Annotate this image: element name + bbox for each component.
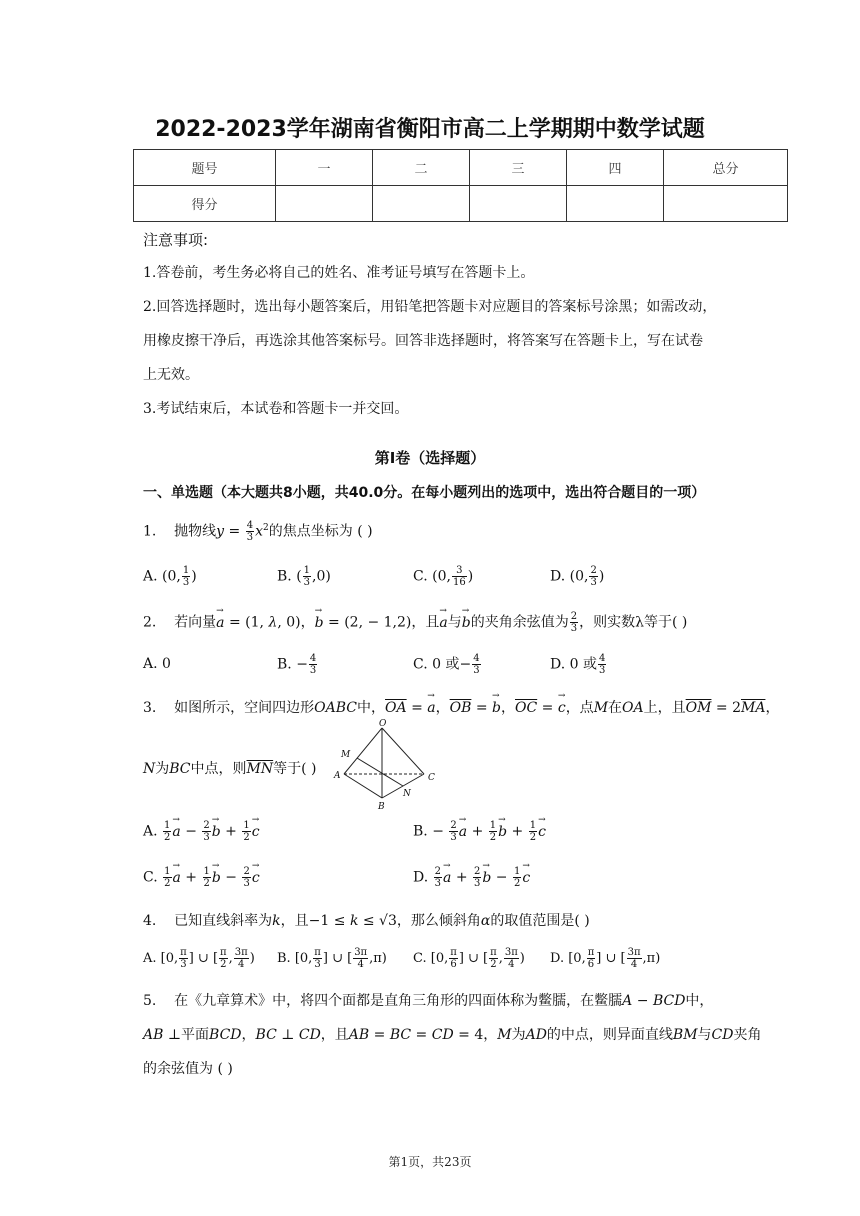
page-footer: 第1页，共23页 [388,1155,472,1169]
notice-item-1: 1.答卷前，考生务必将自己的姓名、准考证号填写在答题卡上。 [143,265,535,281]
option-label: A. [143,568,158,585]
score-header-cell: 四 [567,150,664,186]
question-2: 2. 若向量→ a = (1, λ, 0)，→ b = (2, − 1,2)，且→ a与→ b的夹角余弦值为 $\frac{2}{3}$ ，则实数λ等于( ) [143,611,687,634]
question-text: 在《九章算术》中，将四个面都是直角三角形的四面体称为鳖臑，在鳖臑 [174,993,623,1009]
option-label: B. [277,951,291,966]
score-header-cell: 题号 [134,150,276,186]
question-text: 为 [511,1027,526,1043]
q1-option-c[interactable]: C. (0, $\frac{3}{16}$ ) [413,565,474,588]
question-text: ，且 [280,913,309,929]
q2-option-b[interactable]: B. − $\frac{4}{3}$ [277,653,317,676]
score-cell [567,186,664,222]
part-title: 一、单选题（本大题共8小题，共40.0分。在每小题列出的选项中，选出符合题目的一项） [143,485,706,501]
svg-text:C: C [428,773,435,783]
svg-text:O: O [379,719,387,729]
question-number: 5. [143,993,157,1009]
question-3-line2: N为BC中点，则$\overline{MN}$等于( ) [143,761,317,777]
question-5: 5. 在《九章算术》中，将四个面都是直角三角形的四面体称为鳖臑，在鳖臑A − BCD中， [143,993,714,1009]
score-header-cell: 二 [373,150,470,186]
question-text: ，且 [411,614,440,631]
q1-option-b[interactable]: B. ( $\frac{1}{3}$ ,0) [277,565,331,588]
question-text: 上，且 [643,700,686,716]
score-header-cell: 总分 [664,150,788,186]
score-header-cell: 三 [470,150,567,186]
q3-option-d[interactable]: D. $\frac{2}{3}$ → a + $\frac{2}{3}$ → b − $\frac{1}{2}$ → c [413,866,530,889]
question-text: 中， [685,993,714,1009]
question-text: 的中点，则异面直线 [546,1027,673,1043]
question-number: 1. [143,523,157,540]
option-label: B. [277,568,292,585]
q3-option-a[interactable]: A. $\frac{1}{2}$ → a − $\frac{2}{3}$ → b + $\frac{1}{2}$ → c [143,820,260,843]
score-cell [373,186,470,222]
q3-option-c[interactable]: C. $\frac{1}{2}$ → a + $\frac{1}{2}$ → b − $\frac{2}{3}$ → c [143,866,260,889]
score-table [133,149,788,222]
notice-heading: 注意事项: [143,231,209,249]
question-4: 4. 已知直线斜率为k，且−1 ≤ k ≤ √3，那么倾斜角α的取值范围是( ) [143,913,590,929]
question-number: 4. [143,913,157,929]
question-5-line2: AB ⊥平面BCD，BC ⊥ CD，且AB = BC = CD = 4，M为AD的中点，则异面直线BM与CD夹角 [143,1027,762,1043]
q4-option-b[interactable]: B. [0, $\frac{\pi}{3}$ ] ∪ [ $\frac{3\pi}{4}$ ,π) [277,947,387,970]
question-number: 2. [143,614,157,631]
score-header-cell: 一 [276,150,373,186]
svg-text:M: M [341,750,351,760]
question-text: 与 [447,614,462,631]
option-label: D. [550,568,566,585]
question-text: ，且 [320,1027,349,1043]
question-1: 1. 抛物线y = $\frac{4}{3}$ $x^2$的焦点坐标为 ( ) [143,520,373,543]
question-text: 如图所示，空间四边形 [174,700,315,716]
question-5-line3: 的余弦值为 ( ) [143,1061,233,1077]
notice-item-2-line1: 2.回答选择题时，选出每小题答案后，用铅笔把答题卡对应题目的答案标号涂黑；如需改动， [143,299,717,315]
question-text: 若向量 [174,614,217,631]
svg-text:N: N [403,789,411,799]
notice-item-2-line3: 上无效。 [143,367,199,383]
option-label: B. − [277,656,308,673]
q1-option-a[interactable]: A. (0, $\frac{1}{3}$ ) [143,565,197,588]
question-text: ， [483,1027,498,1043]
option-label: C. 0 或− [413,656,472,673]
question-text: 为 [155,761,170,777]
section-title: 第I卷（选择题） [374,449,486,467]
question-text: 与 [697,1027,712,1043]
option-label: D. [550,951,565,966]
score-row-label: 得分 [134,186,276,222]
option-label: D. [413,869,429,886]
document-title: 2022-2023学年湖南省衡阳市高二上学期期中数学试题 [155,117,705,142]
q4-option-d[interactable]: D. [0, $\frac{\pi}{6}$ ] ∪ [ $\frac{3\pi}{4}$ ,π) [550,947,661,970]
question-number: 3. [143,700,157,716]
question-text: 等于( ) [273,761,317,777]
question-text: ，则实数λ等于( ) [579,614,688,631]
option-label: C. [143,869,158,886]
q1-option-d[interactable]: D. (0, $\frac{2}{3}$ ) [550,565,605,588]
score-cell [664,186,788,222]
svg-text:A: A [334,771,341,781]
q4-option-c[interactable]: C. [0, $\frac{\pi}{6}$ ] ∪ [ $\frac{\pi}{2}$ , $\frac{3\pi}{4}$ ) [413,947,525,970]
q2-option-c[interactable]: C. 0 或− $\frac{4}{3}$ [413,653,480,676]
question-text: ，那么倾斜角 [396,913,481,929]
notice-item-2-line2: 用橡皮擦干净后，再选涂其他答案标号。回答非选择题时，将答案写在答题卡上，写在试卷 [143,333,703,349]
q3-option-b[interactable]: B. − $\frac{2}{3}$ → a + $\frac{1}{2}$ → b + $\frac{1}{2}$ → c [413,820,546,843]
question-text: 的夹角余弦值为 [470,614,569,631]
question-text: 已知直线斜率为 [174,913,273,929]
svg-text:B: B [378,802,385,810]
q4-option-a[interactable]: A. [0, $\frac{\pi}{3}$ ] ∪ [ $\frac{\pi}{2}$ , $\frac{3\pi}{4}$ ) [143,947,255,970]
option-label: B. [413,823,428,840]
tetrahedron-figure [327,718,439,810]
score-cell [276,186,373,222]
question-text: 的取值范围是( ) [490,913,590,929]
score-cell [470,186,567,222]
question-text: 平面 [181,1027,210,1043]
q2-option-a[interactable]: A. 0 [143,656,171,672]
option-label: C. [413,568,428,585]
question-text: 夹角 [733,1027,762,1043]
question-text: 抛物线 [174,523,217,540]
question-3: 3. 如图所示，空间四边形OABC中，$\overline{OA}$ = → a，$\overline{OB}$ = → b，$\overline{OC}$ = → c，点M在OA上，且$\overline{OM} = 2\overline{MA}$， [143,697,779,717]
question-text: 的焦点坐标为 ( ) [268,523,373,540]
option-label: A. [143,951,157,966]
notice-item-3: 3.考试结束后，本试卷和答题卡一并交回。 [143,401,409,417]
question-text: 中点，则 [190,761,247,777]
option-label: C. [413,951,427,966]
option-label: A. [143,823,158,840]
option-label: D. 0 或 [550,656,597,673]
q2-option-d[interactable]: D. 0 或 $\frac{4}{3}$ [550,653,606,676]
